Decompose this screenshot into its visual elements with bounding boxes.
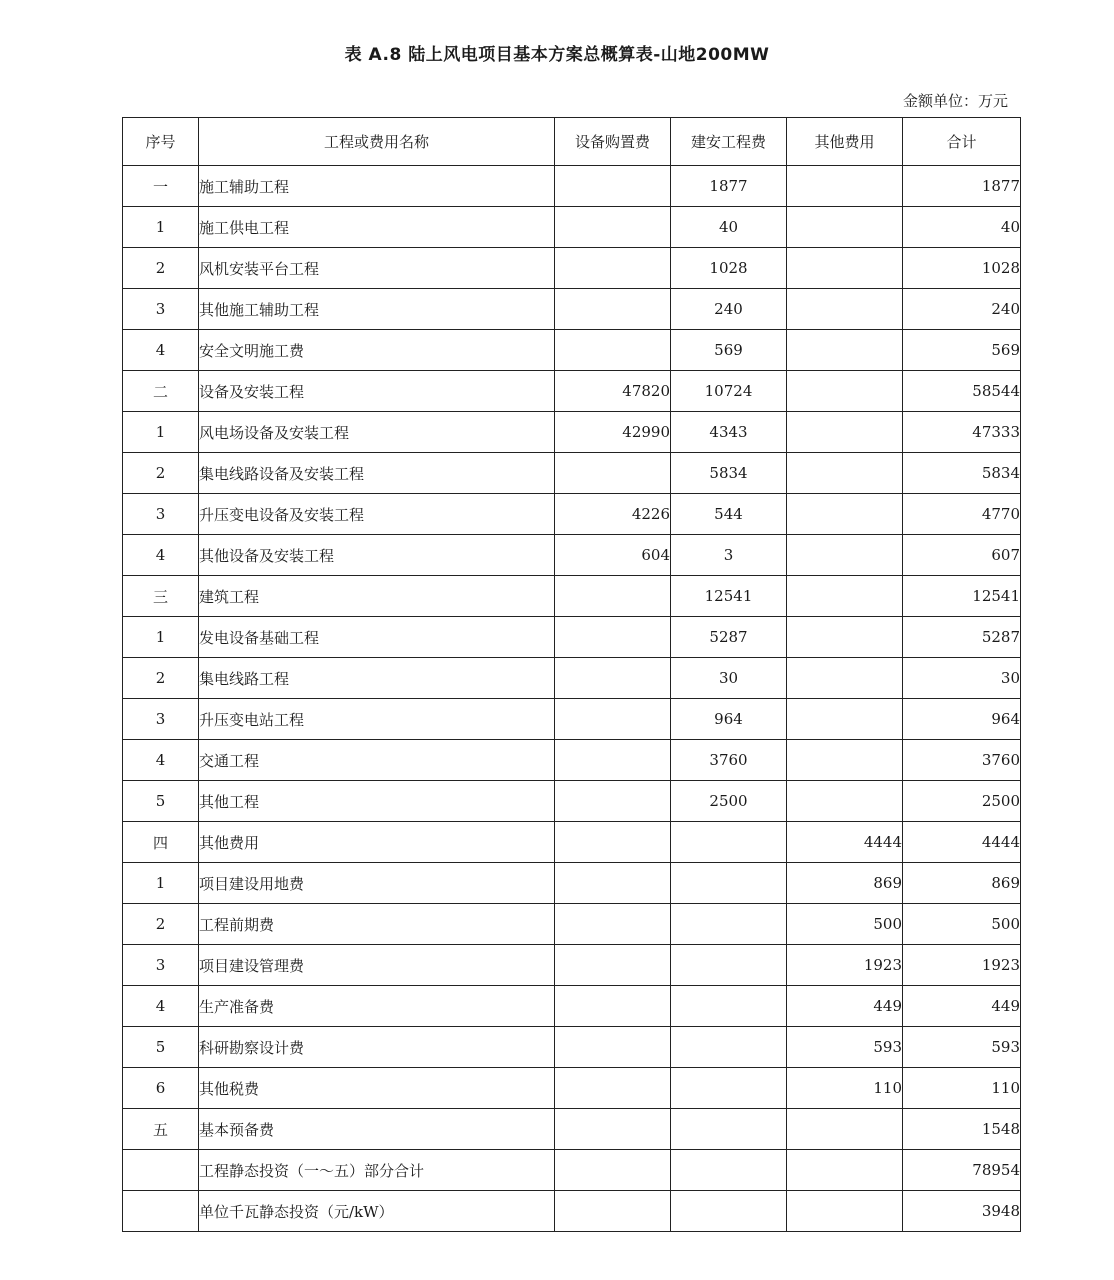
row-equipment-cost bbox=[555, 166, 671, 207]
row-item-name: 项目建设管理费 bbox=[199, 945, 555, 986]
row-construction-cost: 10724 bbox=[671, 371, 787, 412]
row-other-cost bbox=[787, 207, 903, 248]
row-construction-cost: 569 bbox=[671, 330, 787, 371]
table-row bbox=[123, 904, 1021, 945]
row-total: 1028 bbox=[903, 248, 1021, 289]
row-construction-cost: 12541 bbox=[671, 576, 787, 617]
row-construction-cost bbox=[671, 1191, 787, 1232]
row-equipment-cost bbox=[555, 699, 671, 740]
row-item-name: 集电线路工程 bbox=[199, 658, 555, 699]
row-item-name: 其他费用 bbox=[199, 822, 555, 863]
table-row bbox=[123, 1191, 1021, 1232]
row-construction-cost bbox=[671, 1068, 787, 1109]
row-construction-cost: 30 bbox=[671, 658, 787, 699]
header-index: 序号 bbox=[123, 118, 199, 166]
row-construction-cost: 1877 bbox=[671, 166, 787, 207]
row-total: 5834 bbox=[903, 453, 1021, 494]
row-index: 4 bbox=[123, 740, 199, 781]
row-index: 二 bbox=[123, 371, 199, 412]
row-index: 3 bbox=[123, 945, 199, 986]
row-item-name: 升压变电站工程 bbox=[199, 699, 555, 740]
table-row bbox=[123, 945, 1021, 986]
row-equipment-cost: 4226 bbox=[555, 494, 671, 535]
table-row bbox=[123, 576, 1021, 617]
table-row bbox=[123, 699, 1021, 740]
row-index: 三 bbox=[123, 576, 199, 617]
row-total: 500 bbox=[903, 904, 1021, 945]
row-other-cost bbox=[787, 658, 903, 699]
row-construction-cost bbox=[671, 945, 787, 986]
row-other-cost: 593 bbox=[787, 1027, 903, 1068]
row-total: 47333 bbox=[903, 412, 1021, 453]
row-other-cost bbox=[787, 371, 903, 412]
row-construction-cost: 3760 bbox=[671, 740, 787, 781]
row-equipment-cost bbox=[555, 330, 671, 371]
row-total: 593 bbox=[903, 1027, 1021, 1068]
row-index: 2 bbox=[123, 453, 199, 494]
row-equipment-cost: 42990 bbox=[555, 412, 671, 453]
row-item-name: 单位千瓦静态投资（元/kW） bbox=[199, 1191, 555, 1232]
row-item-name: 施工辅助工程 bbox=[199, 166, 555, 207]
row-equipment-cost bbox=[555, 289, 671, 330]
row-other-cost bbox=[787, 412, 903, 453]
row-index: 五 bbox=[123, 1109, 199, 1150]
header-construction-cost: 建安工程费 bbox=[671, 118, 787, 166]
row-total: 1548 bbox=[903, 1109, 1021, 1150]
row-construction-cost: 5287 bbox=[671, 617, 787, 658]
row-equipment-cost: 604 bbox=[555, 535, 671, 576]
table-row bbox=[123, 453, 1021, 494]
row-total: 110 bbox=[903, 1068, 1021, 1109]
row-equipment-cost bbox=[555, 1109, 671, 1150]
row-index: 6 bbox=[123, 1068, 199, 1109]
table-row bbox=[123, 289, 1021, 330]
row-index: 5 bbox=[123, 781, 199, 822]
row-equipment-cost bbox=[555, 904, 671, 945]
row-other-cost bbox=[787, 1109, 903, 1150]
row-other-cost bbox=[787, 248, 903, 289]
header-total: 合计 bbox=[903, 118, 1021, 166]
row-equipment-cost bbox=[555, 1027, 671, 1068]
row-item-name: 其他设备及安装工程 bbox=[199, 535, 555, 576]
row-total: 869 bbox=[903, 863, 1021, 904]
row-construction-cost: 1028 bbox=[671, 248, 787, 289]
row-item-name: 其他施工辅助工程 bbox=[199, 289, 555, 330]
row-index: 2 bbox=[123, 904, 199, 945]
row-construction-cost bbox=[671, 1109, 787, 1150]
table-row bbox=[123, 494, 1021, 535]
row-equipment-cost bbox=[555, 945, 671, 986]
table-row bbox=[123, 822, 1021, 863]
row-index: 1 bbox=[123, 863, 199, 904]
table-row bbox=[123, 617, 1021, 658]
row-item-name: 发电设备基础工程 bbox=[199, 617, 555, 658]
row-item-name: 科研勘察设计费 bbox=[199, 1027, 555, 1068]
row-equipment-cost bbox=[555, 617, 671, 658]
row-item-name: 风电场设备及安装工程 bbox=[199, 412, 555, 453]
row-other-cost bbox=[787, 740, 903, 781]
row-other-cost bbox=[787, 494, 903, 535]
row-item-name: 集电线路设备及安装工程 bbox=[199, 453, 555, 494]
row-item-name: 施工供电工程 bbox=[199, 207, 555, 248]
row-equipment-cost bbox=[555, 781, 671, 822]
row-other-cost: 1923 bbox=[787, 945, 903, 986]
row-construction-cost bbox=[671, 822, 787, 863]
table-row bbox=[123, 371, 1021, 412]
row-index: 1 bbox=[123, 207, 199, 248]
row-total: 4444 bbox=[903, 822, 1021, 863]
row-construction-cost: 2500 bbox=[671, 781, 787, 822]
table-row bbox=[123, 986, 1021, 1027]
header-item-name: 工程或费用名称 bbox=[199, 118, 555, 166]
table-row bbox=[123, 658, 1021, 699]
table-row bbox=[123, 781, 1021, 822]
row-total: 3760 bbox=[903, 740, 1021, 781]
table-row bbox=[123, 863, 1021, 904]
table-row bbox=[123, 1027, 1021, 1068]
row-total: 4770 bbox=[903, 494, 1021, 535]
budget-table bbox=[122, 117, 1021, 1232]
row-other-cost: 500 bbox=[787, 904, 903, 945]
table-row bbox=[123, 740, 1021, 781]
row-total: 607 bbox=[903, 535, 1021, 576]
row-equipment-cost bbox=[555, 248, 671, 289]
row-equipment-cost bbox=[555, 740, 671, 781]
row-index: 3 bbox=[123, 494, 199, 535]
table-row bbox=[123, 535, 1021, 576]
row-index: 3 bbox=[123, 289, 199, 330]
row-index: 四 bbox=[123, 822, 199, 863]
row-total: 2500 bbox=[903, 781, 1021, 822]
row-equipment-cost bbox=[555, 1150, 671, 1191]
row-construction-cost: 4343 bbox=[671, 412, 787, 453]
row-equipment-cost bbox=[555, 658, 671, 699]
row-equipment-cost bbox=[555, 986, 671, 1027]
row-other-cost: 449 bbox=[787, 986, 903, 1027]
amount-unit-note: 金额单位：万元 bbox=[902, 92, 1008, 110]
row-equipment-cost bbox=[555, 453, 671, 494]
table-row bbox=[123, 1109, 1021, 1150]
row-construction-cost bbox=[671, 1027, 787, 1068]
row-other-cost bbox=[787, 453, 903, 494]
table-title: 表 A.8 陆上风电项目基本方案总概算表-山地200MW bbox=[344, 45, 770, 65]
row-total: 12541 bbox=[903, 576, 1021, 617]
row-index bbox=[123, 1191, 199, 1232]
row-index: 4 bbox=[123, 986, 199, 1027]
row-equipment-cost bbox=[555, 1191, 671, 1232]
row-item-name: 风机安装平台工程 bbox=[199, 248, 555, 289]
row-index: 2 bbox=[123, 248, 199, 289]
row-other-cost bbox=[787, 699, 903, 740]
row-item-name: 生产准备费 bbox=[199, 986, 555, 1027]
table-row bbox=[123, 1150, 1021, 1191]
row-equipment-cost: 47820 bbox=[555, 371, 671, 412]
row-construction-cost: 964 bbox=[671, 699, 787, 740]
row-other-cost bbox=[787, 166, 903, 207]
row-other-cost: 869 bbox=[787, 863, 903, 904]
row-total: 30 bbox=[903, 658, 1021, 699]
row-construction-cost bbox=[671, 1150, 787, 1191]
row-index: 1 bbox=[123, 617, 199, 658]
row-item-name: 其他工程 bbox=[199, 781, 555, 822]
row-equipment-cost bbox=[555, 576, 671, 617]
row-item-name: 工程静态投资（一～五）部分合计 bbox=[199, 1150, 555, 1191]
row-item-name: 安全文明施工费 bbox=[199, 330, 555, 371]
row-index: 1 bbox=[123, 412, 199, 453]
row-total: 569 bbox=[903, 330, 1021, 371]
row-total: 1877 bbox=[903, 166, 1021, 207]
row-item-name: 建筑工程 bbox=[199, 576, 555, 617]
row-total: 964 bbox=[903, 699, 1021, 740]
header-equipment-cost: 设备购置费 bbox=[555, 118, 671, 166]
row-item-name: 交通工程 bbox=[199, 740, 555, 781]
row-total: 58544 bbox=[903, 371, 1021, 412]
table-row bbox=[123, 1068, 1021, 1109]
row-other-cost bbox=[787, 289, 903, 330]
row-index: 4 bbox=[123, 330, 199, 371]
row-total: 78954 bbox=[903, 1150, 1021, 1191]
row-index: 3 bbox=[123, 699, 199, 740]
row-index: 5 bbox=[123, 1027, 199, 1068]
row-equipment-cost bbox=[555, 1068, 671, 1109]
row-equipment-cost bbox=[555, 207, 671, 248]
row-other-cost bbox=[787, 1150, 903, 1191]
row-other-cost: 4444 bbox=[787, 822, 903, 863]
row-construction-cost: 3 bbox=[671, 535, 787, 576]
table-row bbox=[123, 166, 1021, 207]
row-index: 一 bbox=[123, 166, 199, 207]
table-row bbox=[123, 207, 1021, 248]
table-row bbox=[123, 412, 1021, 453]
row-construction-cost: 5834 bbox=[671, 453, 787, 494]
row-construction-cost bbox=[671, 904, 787, 945]
row-construction-cost bbox=[671, 863, 787, 904]
table-body bbox=[123, 166, 1021, 1232]
row-total: 1923 bbox=[903, 945, 1021, 986]
row-other-cost: 110 bbox=[787, 1068, 903, 1109]
row-other-cost bbox=[787, 330, 903, 371]
row-item-name: 其他税费 bbox=[199, 1068, 555, 1109]
row-item-name: 项目建设用地费 bbox=[199, 863, 555, 904]
row-total: 240 bbox=[903, 289, 1021, 330]
header-other-cost: 其他费用 bbox=[787, 118, 903, 166]
row-construction-cost: 544 bbox=[671, 494, 787, 535]
row-total: 5287 bbox=[903, 617, 1021, 658]
row-item-name: 工程前期费 bbox=[199, 904, 555, 945]
row-construction-cost: 40 bbox=[671, 207, 787, 248]
row-equipment-cost bbox=[555, 822, 671, 863]
row-item-name: 升压变电设备及安装工程 bbox=[199, 494, 555, 535]
table-row bbox=[123, 248, 1021, 289]
row-index: 4 bbox=[123, 535, 199, 576]
row-other-cost bbox=[787, 535, 903, 576]
row-other-cost bbox=[787, 576, 903, 617]
row-construction-cost bbox=[671, 986, 787, 1027]
row-total: 449 bbox=[903, 986, 1021, 1027]
row-other-cost bbox=[787, 781, 903, 822]
row-total: 40 bbox=[903, 207, 1021, 248]
row-index: 2 bbox=[123, 658, 199, 699]
row-item-name: 设备及安装工程 bbox=[199, 371, 555, 412]
row-other-cost bbox=[787, 1191, 903, 1232]
row-construction-cost: 240 bbox=[671, 289, 787, 330]
row-other-cost bbox=[787, 617, 903, 658]
row-index bbox=[123, 1150, 199, 1191]
table-header-row bbox=[123, 118, 1021, 166]
table-row bbox=[123, 330, 1021, 371]
row-total: 3948 bbox=[903, 1191, 1021, 1232]
row-equipment-cost bbox=[555, 863, 671, 904]
row-item-name: 基本预备费 bbox=[199, 1109, 555, 1150]
